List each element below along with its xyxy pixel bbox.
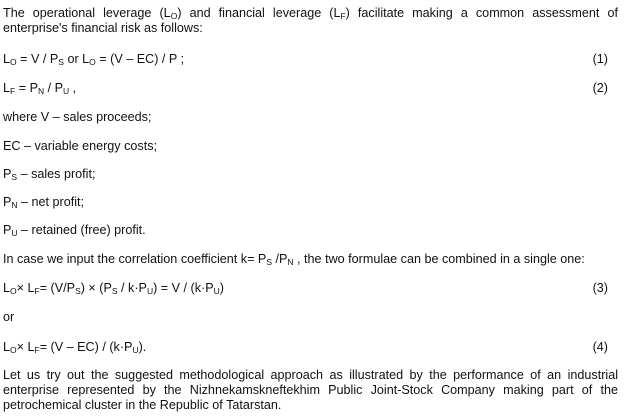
definition-pu: $P_U$ – retained (free) profit. [3, 223, 146, 238]
correlation-sentence: In case we input the correlation coefficient $k= P_S$ $/P_N$ , the two formulae can be combined in a single one: [3, 252, 585, 267]
or-text: or [3, 310, 15, 324]
equation-1-number: (1) [592, 52, 608, 66]
equation-4-number: (4) [592, 340, 608, 354]
equation-2: $L_F = P_N / P_U$ , [3, 81, 77, 96]
definition-pn: $P_N$ – net profit; [3, 195, 85, 210]
equation-4: $L_O\times L_F= (V - EC) / (k\cdot P_U)$. [3, 340, 147, 355]
definition-v: where V – sales proceeds; [3, 110, 152, 124]
definition-ps: $P_S$ – sales profit; [3, 167, 96, 182]
closing-paragraph: Let us try out the suggested methodological approach as illustrated by the performance of an industrial enterprise represented by the Nizhnekamskneftekhim Public Joint-Stock Company making part of the petrochemical cluster in the Republic of Tatarstan. [3, 368, 618, 412]
intro-paragraph: The operational leverage $(L_O)$ and financial leverage $(L_F)$ facilitate making a common assessment of enterprise's financial risk as follows: [3, 6, 618, 35]
equation-2-number: (2) [592, 81, 608, 95]
equation-1: $L_O = V / P_S$ or $L_O = (V - EC) / P$ ; [3, 52, 185, 67]
definition-ec: EC – variable energy costs; [3, 139, 157, 153]
equation-3-number: (3) [592, 281, 608, 295]
equation-3: $L_O\times L_F= (V/P_S) \times (P_S / k\cdot P_U) = V / (k\cdot P_U)$ [3, 281, 224, 296]
